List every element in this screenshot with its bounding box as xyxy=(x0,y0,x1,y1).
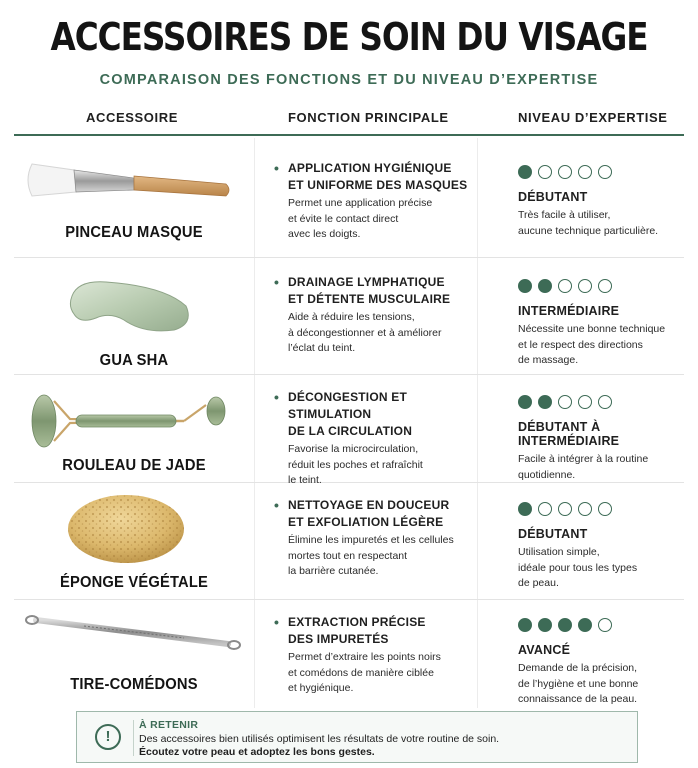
column-divider xyxy=(477,600,478,708)
function-description: Favorise la microcirculation, réduit les poches et rafraîchit le teint. xyxy=(288,443,423,486)
level-dot-filled xyxy=(538,618,552,632)
level-dot-empty xyxy=(578,395,592,409)
level-dot-empty xyxy=(578,279,592,293)
column-divider xyxy=(254,258,255,374)
level-dot-empty xyxy=(558,279,572,293)
level-dot-empty xyxy=(598,618,612,632)
level-label: DÉBUTANT xyxy=(518,190,588,204)
level-description: Très facile à utiliser, aucune technique particulière. xyxy=(518,209,659,237)
accessory-name: ROULEAU DE JADE xyxy=(62,457,206,474)
level-cell xyxy=(518,395,683,483)
level-dot-empty xyxy=(558,502,572,516)
function-title: NETTOYAGE EN DOUCEUR ET EXFOLIATION LÉGÈRE xyxy=(288,498,450,529)
level-dot-filled xyxy=(558,618,572,632)
header-level: NIVEAU D’EXPERTISE xyxy=(518,110,668,125)
header-accessory: ACCESSOIRE xyxy=(86,110,178,125)
level-label: DÉBUTANT À INTERMÉDIAIRE xyxy=(518,420,620,448)
function-title: DÉCONGESTION ET STIMULATION DE LA CIRCULATION xyxy=(288,390,413,438)
level-dot-empty xyxy=(558,395,572,409)
level-dot-empty xyxy=(578,502,592,516)
level-dot-filled xyxy=(518,502,532,516)
level-dot-empty xyxy=(598,502,612,516)
column-divider xyxy=(477,258,478,374)
note-divider xyxy=(133,720,134,756)
function-cell xyxy=(274,389,474,489)
function-title: DRAINAGE LYMPHATIQUE ET DÉTENTE MUSCULAIRE xyxy=(288,275,451,306)
level-dot-empty xyxy=(578,165,592,179)
note-text: Des accessoires bien utilisés optimisent les résultats de votre routine de soin. xyxy=(139,733,500,745)
function-cell xyxy=(274,497,474,580)
bullet-icon: • xyxy=(274,614,279,630)
column-divider xyxy=(254,600,255,708)
exclamation-icon: ! xyxy=(95,724,121,750)
accessory-name: TIRE-COMÉDONS xyxy=(70,676,198,693)
function-description: Permet d’extraire les points noirs et comédons de manière ciblée et hygiénique. xyxy=(288,651,441,694)
column-divider xyxy=(254,138,255,257)
accessory-name: GUA SHA xyxy=(99,352,169,369)
function-description: Aide à réduire les tensions, à décongestionner et à améliorer l’éclat du teint. xyxy=(288,311,442,354)
function-description: Élimine les impuretés et les cellules mortes tout en respectant la barrière cutanée. xyxy=(288,534,454,577)
level-dots xyxy=(518,165,683,180)
level-dots xyxy=(518,618,683,633)
level-dot-empty xyxy=(598,279,612,293)
column-divider xyxy=(477,375,478,482)
level-dot-empty xyxy=(598,165,612,179)
key-takeaway-box xyxy=(76,711,638,763)
table-row xyxy=(14,483,684,600)
table-row xyxy=(14,600,684,708)
table-header xyxy=(14,110,684,136)
note-title: À RETENIR xyxy=(139,719,199,731)
level-label: DÉBUTANT xyxy=(518,527,588,541)
level-dot-filled xyxy=(518,395,532,409)
function-title: EXTRACTION PRÉCISE DES IMPURETÉS xyxy=(288,615,426,646)
level-dots xyxy=(518,395,683,410)
jade-roller-icon xyxy=(14,385,254,451)
level-dot-empty xyxy=(558,165,572,179)
header-function: FONCTION PRINCIPALE xyxy=(288,110,449,125)
function-description: Permet une application précise et évite le contact direct avec les doigts. xyxy=(288,197,433,240)
function-cell xyxy=(274,614,474,697)
level-label: INTERMÉDIAIRE xyxy=(518,304,620,318)
function-cell xyxy=(274,274,474,357)
bullet-icon: • xyxy=(274,389,279,405)
bullet-icon: • xyxy=(274,497,279,513)
sponge-icon xyxy=(14,491,254,565)
level-cell xyxy=(518,279,683,369)
page-subtitle: COMPARAISON DES FONCTIONS ET DU NIVEAU D’EXPERTISE xyxy=(99,72,599,88)
column-divider xyxy=(477,483,478,599)
level-description: Demande de la précision, de l’hygiène et une bonne connaissance de la peau. xyxy=(518,662,639,705)
level-dot-filled xyxy=(518,618,532,632)
level-dot-empty xyxy=(598,395,612,409)
column-divider xyxy=(254,483,255,599)
level-dots xyxy=(518,279,683,294)
level-description: Nécessite une bonne technique et le respect des directions de massage. xyxy=(518,323,666,366)
function-cell xyxy=(274,160,474,243)
bullet-icon: • xyxy=(274,274,279,290)
accessory-name: PINCEAU MASQUE xyxy=(65,224,203,241)
level-dot-filled xyxy=(518,165,532,179)
level-dot-empty xyxy=(538,502,552,516)
level-description: Utilisation simple, idéale pour tous les types de peau. xyxy=(518,546,638,589)
level-dot-empty xyxy=(538,165,552,179)
comedone-extractor-icon xyxy=(14,610,254,654)
table-row xyxy=(14,138,684,258)
level-dots xyxy=(518,502,683,517)
bullet-icon: • xyxy=(274,160,279,176)
table-row xyxy=(14,258,684,375)
level-dot-filled xyxy=(578,618,592,632)
level-dot-filled xyxy=(518,279,532,293)
column-divider xyxy=(254,375,255,482)
level-label: AVANCÉ xyxy=(518,643,571,657)
level-description: Facile à intégrer à la routine quotidienne. xyxy=(518,453,649,481)
page-title: ACCESSOIRES DE SOIN DU VISAGE xyxy=(50,15,648,59)
level-cell xyxy=(518,502,683,592)
level-cell xyxy=(518,618,683,708)
level-dot-filled xyxy=(538,395,552,409)
accessory-name: ÉPONGE VÉGÉTALE xyxy=(59,574,209,591)
level-dot-filled xyxy=(538,279,552,293)
function-title: APPLICATION HYGIÉNIQUE ET UNIFORME DES MASQUES xyxy=(288,161,468,192)
table-row xyxy=(14,375,684,486)
column-divider xyxy=(477,138,478,257)
brush-icon xyxy=(14,152,254,212)
level-cell xyxy=(518,165,683,239)
gua-sha-stone-icon xyxy=(14,274,254,344)
note-emphasis: Écoutez votre peau et adoptez les bons gestes. xyxy=(139,746,375,758)
